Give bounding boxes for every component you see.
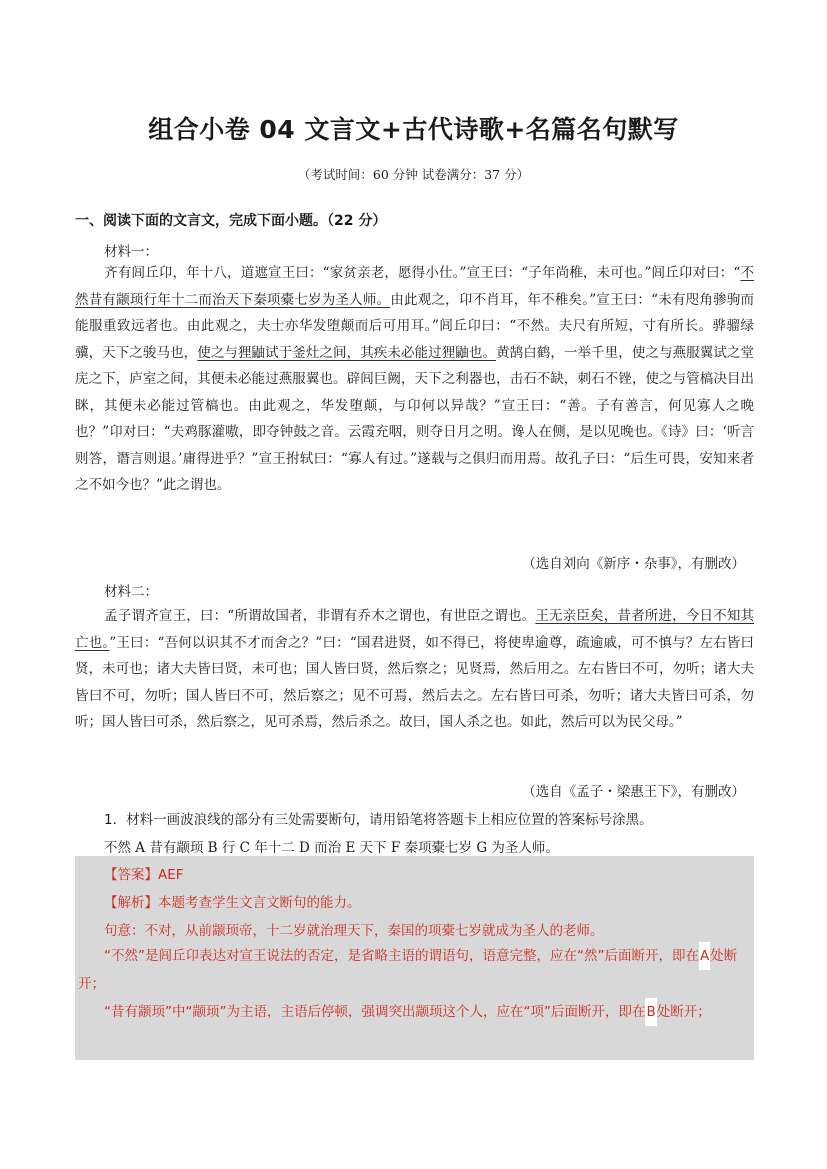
answer-line: 【答案】AEF (104, 867, 184, 883)
answer-block (75, 856, 754, 1060)
question-1: 1．材料一画波浪线的部分有三处需要断句，请用铅笔将答题卡上相应位置的答案标号涂黑。 (104, 812, 653, 828)
material1-source: （选自刘向《新序・杂事》，有删改） (522, 556, 745, 572)
underlined-sentence: 使之与狸鼬试于釜灶之间，其疾未必能过狸鼬也。 (197, 344, 497, 361)
underlined-sentence: 王无亲臣矣，昔者所进，今日不知其亡也。 (75, 608, 754, 651)
translation-line: 句意：不对，从前颛顼帝，十二岁就治理天下，秦国的项橐七岁就成为圣人的老师。 (104, 923, 604, 939)
material1-middle: 由此观之，卬不肖耳，年不稚矣。”宣王曰：“未有咫角骖驹而能服重致远者也。由此观之，夫士亦华发堕颠而后可用耳。”闾丘卬曰：“不然。夫尺有所短，寸有所长。骅骝绿骥，天下之骏马也， (75, 291, 755, 361)
exam-info: （考试时间：60 分钟 试卷满分：37 分） (297, 167, 530, 182)
material2-intro: 孟子谓齐宣王，曰：“所谓故国者，非谓有乔木之谓也，有世臣之谓也。 (104, 608, 536, 624)
material1-end: 黄鹄白鹤，一举千里，使之与燕服翼试之堂庑之下，庐室之间，其便未必能过燕服翼也。辟闾巨阙，天下之利器也，击石不缺，刺石不锉，使之与管槁决目出眯，其便未必能过管槁也。由此观之，华发堕颠，与卬何以异哉？”宣王曰：“善。子有善言，何见寡人之晚也？”卬对曰：“夫鸡豚灌嗷，即夺钟鼓之音。云霞充咽，则夺日月之明。谗人在侧，是以见晚也。《诗》曰：‘听言则答，谮言则退。’庸得进乎？”宣王拊轼曰：“寡人有过。”遂载与之俱归而用焉。故孔子曰：“后生可畏，安知来者之不如今也？”此之谓也。 (75, 344, 755, 493)
material1-intro: 齐有闾丘卬，年十八，道遮宣王曰：“家贫亲老，愿得小仕。”宣王曰：“子年尚稚，未可也。”闾丘卬对曰：“ (104, 265, 741, 281)
material1-label: 材料一： (104, 244, 158, 260)
answer-marker-a: A (699, 942, 710, 970)
material2-label: 材料二： (104, 584, 158, 600)
section-heading: 一、阅读下面的文言文，完成下面小题。（22 分） (75, 213, 387, 229)
material2-end: ”王曰：“吾何以识其不才而舍之？”曰：“国君进贤，如不得已，将使卑逾尊，疏逾戚，可不慎与？左右皆曰贤，未可也；诸大夫皆曰贤，未可也；国人皆曰贤，然后察之；见贤焉，然后用之。左右皆曰不可，勿听；诸大夫皆曰不可，勿听；国人皆曰不可，然后察之；见不可焉，然后去之。左右皆曰可杀，勿听；诸大夫皆曰可杀，勿听；国人皆曰可杀，然后察之，见可杀焉，然后杀之。故曰，国人杀之也。如此，然后可以为民父母。” (75, 634, 755, 730)
page-title: 组合小卷 04 文言文+古代诗歌+名篇名句默写 (148, 115, 679, 144)
analysis-line: 【解析】本题考查学生文言文断句的能力。 (104, 895, 361, 911)
material1-text (75, 260, 754, 499)
question-1-options: 不然 A 昔有颛顼 B 行 C 年十二 D 而治 E 天下 F 秦项橐七岁 G 为圣人师。 (104, 840, 559, 856)
analysis-point-2: “昔有颛顼”中“颛顼”为主语，主语后停顿，强调突出颛顼这个人，应在“项”后面断开，即在B处断开； (78, 998, 749, 1026)
answer-marker-b: B (645, 998, 656, 1026)
material2-text (75, 603, 754, 736)
analysis-point-1: “不然”是闾丘卬表达对宣王说法的否定，是省略主语的谓语句，语意完整，应在“然”后面断开，即在A处断开； (78, 942, 749, 998)
wavy-underlined-sentence: 不然昔有颛顼行年十二而治天下秦项橐七岁为圣人师。 (75, 265, 755, 308)
material2-source: （选自《孟子・梁惠王下》，有删改） (522, 784, 745, 800)
